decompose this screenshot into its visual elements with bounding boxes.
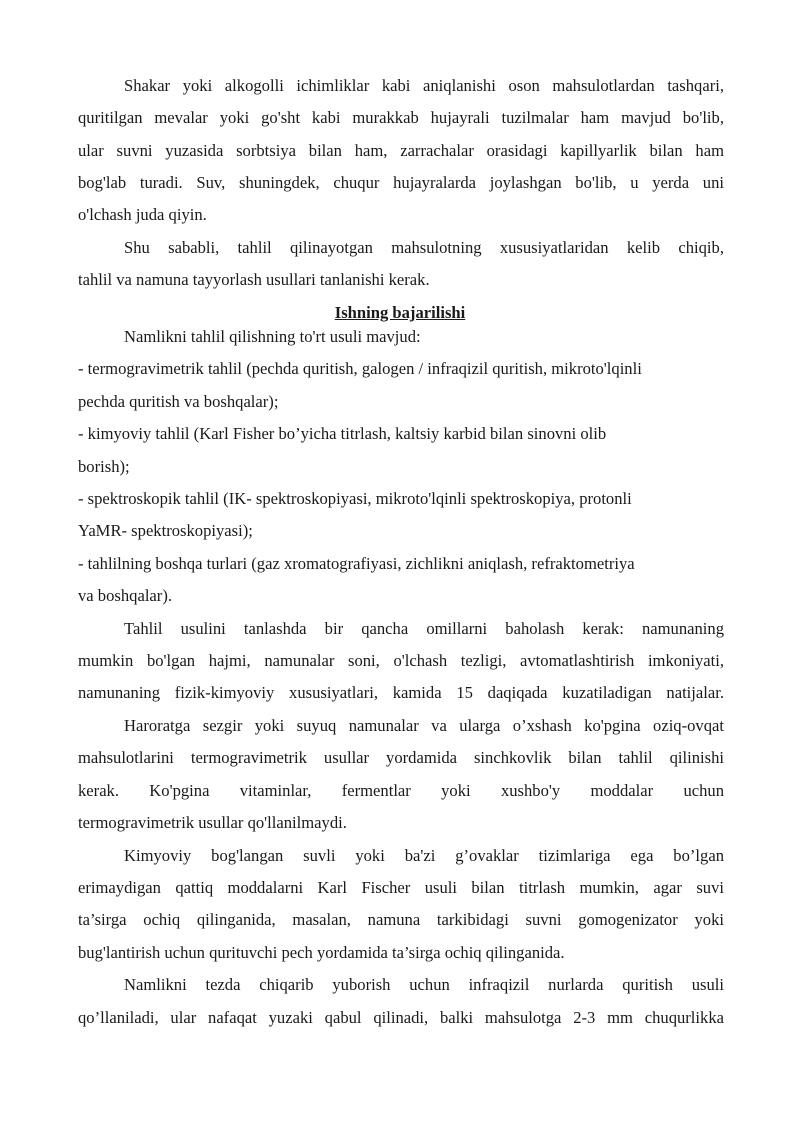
list-item-line: va boshqalar). [78,586,172,605]
paragraph-line: Haroratga sezgir yoki suyuq namunalar va ularga o’xshash ko'pgina oziq-ovqat [124,716,724,735]
paragraph-line: Tahlil usulini tanlashda bir qancha omillarni baholash kerak: namunaning [124,619,724,638]
paragraph-line: Namlikni tahlil qilishning to'rt usuli mavjud: [124,327,421,346]
paragraph-line: ular suvni yuzasida sorbtsiya bilan ham, zarrachalar orasidagi kapillyarlik bilan ham [78,141,724,160]
list-item-line: pechda quritish va boshqalar); [78,392,279,411]
list-item-line: YaMR- spektroskopiyasi); [78,521,253,540]
paragraph-line: qo’llaniladi, ular nafaqat yuzaki qabul qilinadi, balki mahsulotga 2-3 mm chuqurlikka [78,1008,724,1027]
paragraph-line: tahlil va namuna tayyorlash usullari tanlanishi kerak. [78,270,430,289]
paragraph-line: ta’sirga ochiq qilinganida, masalan, namuna tarkibidagi suvni gomogenizator yoki [78,910,724,929]
list-item-line: - kimyoviy tahlil (Karl Fisher bo’yicha titrlash, kaltsiy karbid bilan sinovni olib [78,424,607,443]
paragraph-line: bug'lantirish uchun qurituvchi pech yordamida ta’sirga ochiq qilinganida. [78,943,565,962]
paragraph-line: erimaydigan qattiq moddalarni Karl Fischer usuli bilan titrlash mumkin, agar suvi [78,878,724,897]
paragraph-line: bog'lab turadi. Suv, shuningdek, chuqur hujayralarda joylashgan bo'lib, u yerda uni [78,173,724,192]
paragraph-line: mahsulotlarini termogravimetrik usullar yordamida sinchkovlik bilan tahlil qilinishi [78,748,724,767]
paragraph-line: kerak. Ko'pgina vitaminlar, fermentlar yoki xushbo'y moddalar uchun [78,781,724,800]
list-item-line: - termogravimetrik tahlil (pechda quritish, galogen / infraqizil quritish, mikroto'lqinli [78,359,642,378]
paragraph-line: Shakar yoki alkogolli ichimliklar kabi aniqlanishi oson mahsulotlardan tashqari, [124,76,724,95]
list-item-line: - spektroskopik tahlil (IK- spektroskopiyasi, mikroto'lqinli spektroskopiya, protonli [78,489,632,508]
paragraph-line: namunaning fizik-kimyoviy xususiyatlari, kamida 15 daqiqada kuzatiladigan natijalar. [78,683,724,702]
list-item-line: borish); [78,457,130,476]
paragraph-line: quritilgan mevalar yoki go'sht kabi murakkab hujayrali tuzilmalar ham mavjud bo'lib, [78,108,724,127]
paragraph-line: Shu sababli, tahlil qilinayotgan mahsulotning xususiyatlaridan kelib chiqib, [124,238,724,257]
paragraph-line: o'lchash juda qiyin. [78,205,207,224]
paragraph-line: Kimyoviy bog'langan suvli yoki ba'zi g’ovaklar tizimlariga ega bo’lgan [124,846,724,865]
paragraph-line: mumkin bo'lgan hajmi, namunalar soni, o'lchash tezligi, avtomatlashtirish imkoniyati, [78,651,724,670]
paragraph-line: termogravimetrik usullar qo'llanilmaydi. [78,813,347,832]
list-item-line: - tahlilning boshqa turlari (gaz xromatografiyasi, zichlikni aniqlash, refraktometriya [78,554,635,573]
section-heading: Ishning bajarilishi [334,303,466,322]
paragraph-line: Namlikni tezda chiqarib yuborish uchun infraqizil nurlarda quritish usuli [124,975,724,994]
